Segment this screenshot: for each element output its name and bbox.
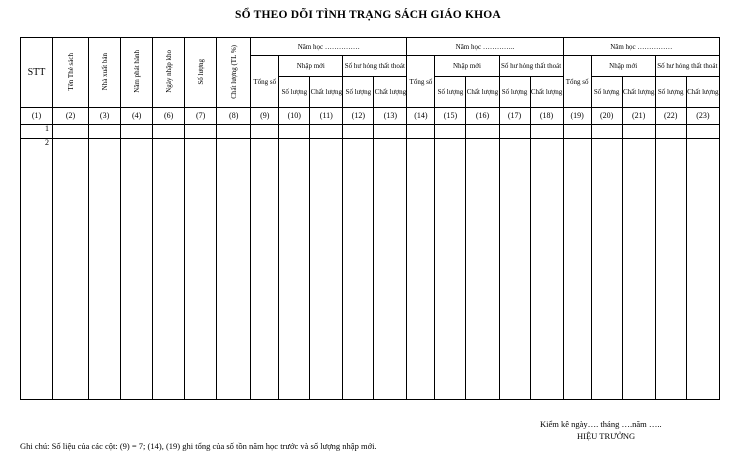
header-school-year-1: Năm học ……………	[251, 38, 407, 56]
table-row	[21, 139, 720, 400]
header-sub-quantity: Số lượng	[655, 77, 686, 108]
footnote: Ghi chú: Số liệu của các cột: (9) = 7; (14), (19) ghi tổng của số tồn năm học trước và số lượng nhập mới.	[20, 441, 377, 451]
header-new-import-3: Nhập mới	[591, 56, 655, 77]
header-total-1: Tổng số	[251, 56, 279, 108]
header-sub-quantity: Số lượng	[499, 77, 530, 108]
book-status-table	[20, 37, 720, 400]
principal-title: HIỆU TRƯỞNG	[577, 431, 636, 441]
header-stt: STT	[21, 38, 53, 108]
column-number: (4)	[121, 108, 153, 125]
header-damaged-lost-3: Số hư hỏng thất thoát	[655, 56, 719, 77]
header-quantity: Số lượng	[185, 38, 217, 108]
column-number: (9)	[251, 108, 279, 125]
header-school-year-2: Năm học …………..	[407, 38, 563, 56]
column-number: (6)	[153, 108, 185, 125]
header-sub-quality: Chất lượng	[466, 77, 499, 108]
column-number: (16)	[466, 108, 499, 125]
column-number: (12)	[343, 108, 374, 125]
column-number: (15)	[435, 108, 466, 125]
header-sub-quality: Chất lượng	[530, 77, 563, 108]
header-new-import-1: Nhập mới	[279, 56, 343, 77]
column-number: (7)	[185, 108, 217, 125]
header-school-year-3: Năm học ……………	[563, 38, 719, 56]
header-damaged-lost-1: Số hư hỏng thất thoát	[343, 56, 407, 77]
header-book-name: Tên Thẻ sách	[53, 38, 89, 108]
row-number: 1	[21, 125, 53, 139]
column-number: (22)	[655, 108, 686, 125]
row-number: 2	[21, 139, 53, 400]
column-number: (23)	[686, 108, 719, 125]
header-quality: Chất lượng (TL %)	[217, 38, 251, 108]
column-number: (18)	[530, 108, 563, 125]
column-number: (13)	[374, 108, 407, 125]
column-number: (19)	[563, 108, 591, 125]
header-sub-quality: Chất lượng	[310, 77, 343, 108]
header-damaged-lost-2: Số hư hỏng thất thoát	[499, 56, 563, 77]
column-number: (20)	[591, 108, 622, 125]
table-row	[21, 125, 720, 139]
header-total-2: Tổng số	[407, 56, 435, 108]
header-new-import-2: Nhập mới	[435, 56, 499, 77]
header-sub-quantity: Số lượng	[343, 77, 374, 108]
header-import-date: Ngày nhập kho	[153, 38, 185, 108]
column-number: (10)	[279, 108, 310, 125]
header-sub-quality: Chất lượng	[686, 77, 719, 108]
column-number: (11)	[310, 108, 343, 125]
header-sub-quantity: Số lượng	[591, 77, 622, 108]
column-number: (14)	[407, 108, 435, 125]
column-number: (21)	[622, 108, 655, 125]
header-publisher: Nhà xuất bản	[89, 38, 121, 108]
column-number: (17)	[499, 108, 530, 125]
column-number: (8)	[217, 108, 251, 125]
column-number-row	[21, 108, 720, 125]
header-sub-quality: Chất lượng	[374, 77, 407, 108]
column-number: (3)	[89, 108, 121, 125]
header-sub-quantity: Số lượng	[279, 77, 310, 108]
column-number: (1)	[21, 108, 53, 125]
header-publish-year: Năm phát hành	[121, 38, 153, 108]
header-sub-quantity: Số lượng	[435, 77, 466, 108]
header-sub-quality: Chất lượng	[622, 77, 655, 108]
column-number: (2)	[53, 108, 89, 125]
page-title: SỔ THEO DÕI TÌNH TRẠNG SÁCH GIÁO KHOA	[235, 9, 501, 21]
header-total-3: Tổng số	[563, 56, 591, 108]
inventory-date-line: Kiểm kê ngày…. tháng ….năm …..	[540, 419, 662, 429]
